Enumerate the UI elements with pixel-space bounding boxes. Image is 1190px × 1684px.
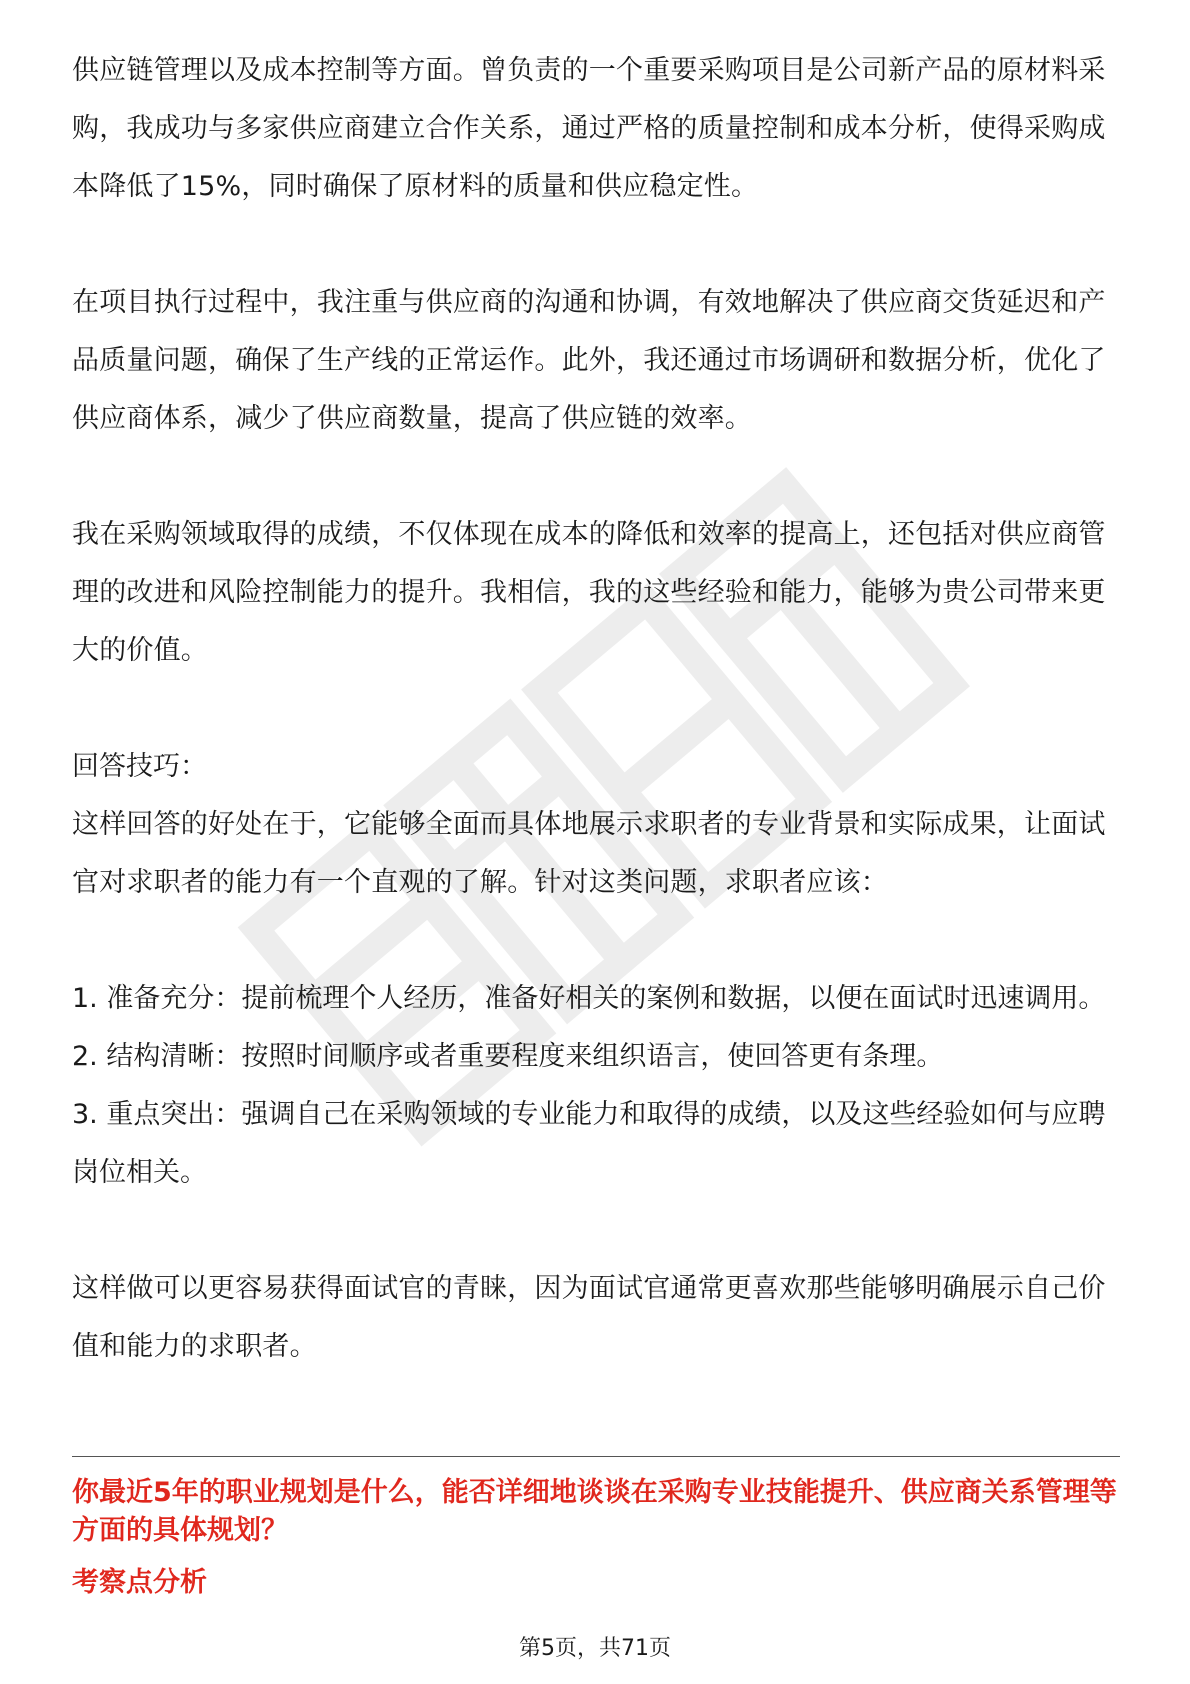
tips-intro: 这样回答的好处在于，它能够全面而具体地展示求职者的专业背景和实际成果，让面试官对求职者的能力有一个直观的了解。针对这类问题，求职者应该： <box>72 809 1106 898</box>
next-question-heading: 你最近5年的职业规划是什么，能否详细地谈谈在采购专业技能提升、供应商关系管理等方面的具体规划？ <box>72 1477 1117 1546</box>
tips-label: 回答技巧： <box>72 751 207 782</box>
spacer <box>72 1202 1120 1260</box>
tips-item-3: 3. 重点突出：强调自己在采购领域的专业能力和取得的成绩，以及这些经验如何与应聘岗位相关。 <box>72 1099 1106 1188</box>
paragraph-1: 供应链管理以及成本控制等方面。曾负责的一个重要采购项目是公司新产品的原材料采购，我成功与多家供应商建立合作关系，通过严格的质量控制和成本分析，使得采购成本降低了15%，同时确保了原材料的质量和供应稳定性。 <box>72 55 1106 202</box>
paragraph-2: 在项目执行过程中，我注重与供应商的沟通和协调，有效地解决了供应商交货延迟和产品质量问题，确保了生产线的正常运作。此外，我还通过市场调研和数据分析，优化了供应商体系，减少了供应商数量，提高了供应链的效率。 <box>72 287 1106 434</box>
tips-item-2: 2. 结构清晰：按照时间顺序或者重要程度来组织语言，使回答更有条理。 <box>72 1041 944 1072</box>
section-divider <box>72 1456 1120 1457</box>
tips-item-1: 1. 准备充分：提前梳理个人经历，准备好相关的案例和数据，以便在面试时迅速调用。 <box>72 983 1106 1014</box>
paragraph-3: 我在采购领域取得的成绩，不仅体现在成本的降低和效率的提高上，还包括对供应商管理的改进和风险控制能力的提升。我相信，我的这些经验和能力，能够为贵公司带来更大的价值。 <box>72 519 1106 666</box>
page-footer: 第5页，共71页 <box>519 1636 671 1661</box>
document-body <box>72 42 1120 1376</box>
section-title: 考察点分析 <box>72 1567 207 1598</box>
tips-conclusion: 这样做可以更容易获得面试官的青睐，因为面试官通常更喜欢那些能够明确展示自己价值和能力的求职者。 <box>72 1273 1106 1362</box>
